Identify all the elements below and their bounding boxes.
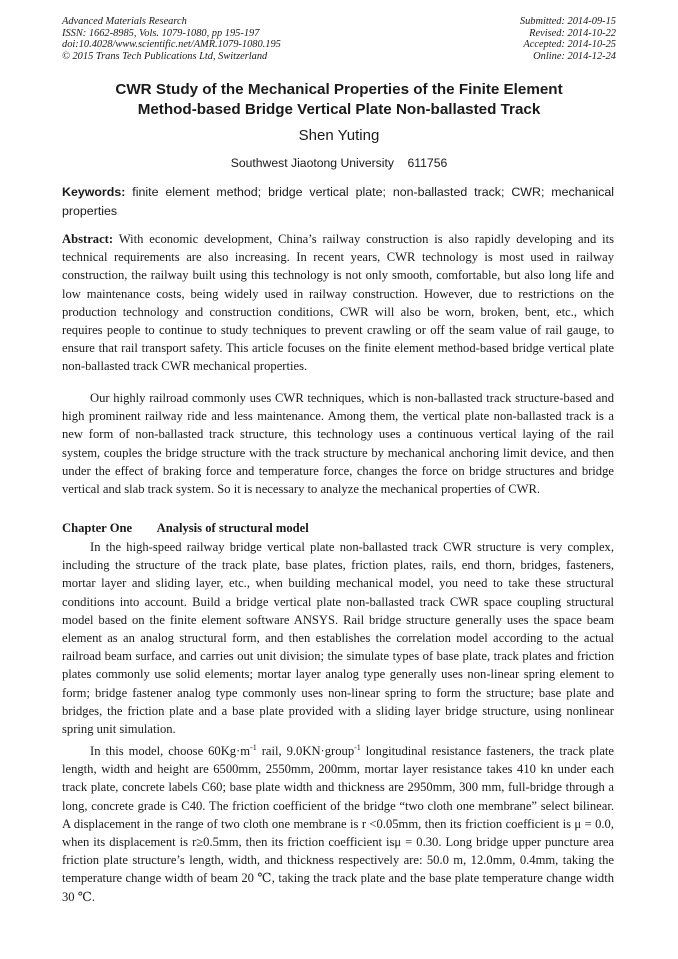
keywords-label: Keywords:	[62, 185, 126, 199]
p2-text-3: longitudinal resistance fasteners, the track plate length, width and height are 6500mm, 2550mm, 200mm, mortar layer resistance takes 410 kn under each track plate, concrete labels C60; base plate width and thickness are 2950mm, 300 mm, full-bridge through a long, concrete grade is C40. The friction coefficient of the bridge “two cloth one membrane” select bilinear. A displacement in the range of two cloth one membrane is r <0.05mm, then its friction coefficient is μ = 0.0, when its displacement is r≥0.5mm, then its friction coefficient isμ = 0.30. Long bridge upper puncture area friction plate structure’s length, width, and thickness respectively are: 50.0 m, 12.0mm, 0.4mm, taking the temperature change width of beam 20 ℃, taking the track plate and the base plate temperature change width 30 ℃.	[62, 744, 614, 904]
issn-line: ISSN: 1662-8985, Vols. 1079-1080, pp 195-197	[62, 27, 260, 39]
journal-header	[62, 16, 616, 64]
journal-info	[62, 16, 281, 62]
paper-title	[40, 80, 638, 120]
introduction-paragraph: Our highly railroad commonly uses CWR techniques, which is non-ballasted track structure-based and high prominent railway ride and less maintenance. Among them, the vertical plate non-ballasted track is a new form of non-ballasted track structure, this technology uses a continuous vertical laying of the rail system, couples the bridge structure with the track structure by mechanical anchoring limit device, and then under the effect of braking force and temperature force, changes the force on bridge structures and bridge vertical and slab track system. So it is necessary to analyze the mechanical properties of CWR.	[62, 391, 614, 497]
online-date: Online: 2014-12-24	[533, 50, 616, 62]
abstract-text: With economic development, China’s railway construction is also rapidly developing and its technical requirements are also increasing. In recent years, CWR technology is most used in railway construction, the railway built using this technology is not only smooth, comfortable, but also long life and low maintenance costs, being widely used in railway construction. However, due to restrictions on the production technology and construction conditions, CWR will also be worn, broken, bent, etc., which requires people to continue to study techniques to prevent crawling or off the seam value of rail gauge, to ensure that rail transport safety. This article focuses on the finite element method-based bridge vertical plate non-ballasted track CWR mechanical properties.	[62, 232, 615, 374]
publication-dates	[520, 16, 616, 62]
author-affiliation: Southwest Jiaotong University 611756	[230, 156, 448, 170]
abstract-section	[62, 230, 614, 376]
p2-superscript-1: -1	[250, 742, 257, 752]
chapter-heading	[62, 520, 309, 536]
abstract-label: Abstract:	[62, 232, 114, 246]
doi-line: doi:10.4028/www.scientific.net/AMR.1079-1080.195	[62, 39, 281, 51]
body-paragraph-1: In the high-speed railway bridge vertical plate non-ballasted track CWR structure is very complex, including the structure of the track plate, base plates, friction plates, rails, end thorn, bridges, fasteners, mortar layer and sliding layer, etc., when building mechanical model, you need to take these structural conditions into account. Build a bridge vertical plate non-ballasted track CWR space coupling structural model based on the finite element software ANSYS. Rail bridge structure generally uses the space beam element as an analog structural form, and then establishes the correlation model according to the actual railroad beam surface, and carries out unit division; the simulate types of base plate, track plates and friction plates commonly use solid elements; mortar layer analog type generally uses non-linear spring element to form; bridge fastener analog type commonly uses non-linear spring to form the structure; base plate and bridges, the friction plate and a base plate provided with a sliding layer bridge structure, using nonlinear spring unit simulation.	[62, 540, 614, 737]
keywords-text: finite element method; bridge vertical plate; non-ballasted track; CWR; mechanical properties	[62, 185, 614, 218]
paper-title-line-2: Method-based Bridge Vertical Plate Non-ballasted Track	[137, 101, 541, 118]
p2-text-2: rail, 9.0KN·group	[256, 744, 355, 758]
submitted-date: Submitted: 2014-09-15	[519, 16, 616, 27]
chapter-title: Analysis of structural model	[156, 521, 309, 535]
body-paragraph-2	[62, 742, 614, 906]
journal-name: Advanced Materials Research	[62, 16, 187, 27]
revised-date: Revised: 2014-10-22	[529, 27, 616, 39]
author-name: Shen Yuting	[298, 127, 380, 144]
p2-text-1: In this model, choose 60Kg·m	[90, 744, 251, 758]
keywords-section	[62, 183, 614, 221]
p2-superscript-2: -1	[354, 742, 361, 752]
paper-title-line-1: CWR Study of the Mechanical Properties of the Finite Element	[115, 81, 563, 98]
chapter-number: Chapter One	[62, 521, 133, 535]
copyright-line: © 2015 Trans Tech Publications Ltd, Switzerland	[62, 50, 268, 62]
accepted-date: Accepted: 2014-10-25	[523, 39, 616, 51]
